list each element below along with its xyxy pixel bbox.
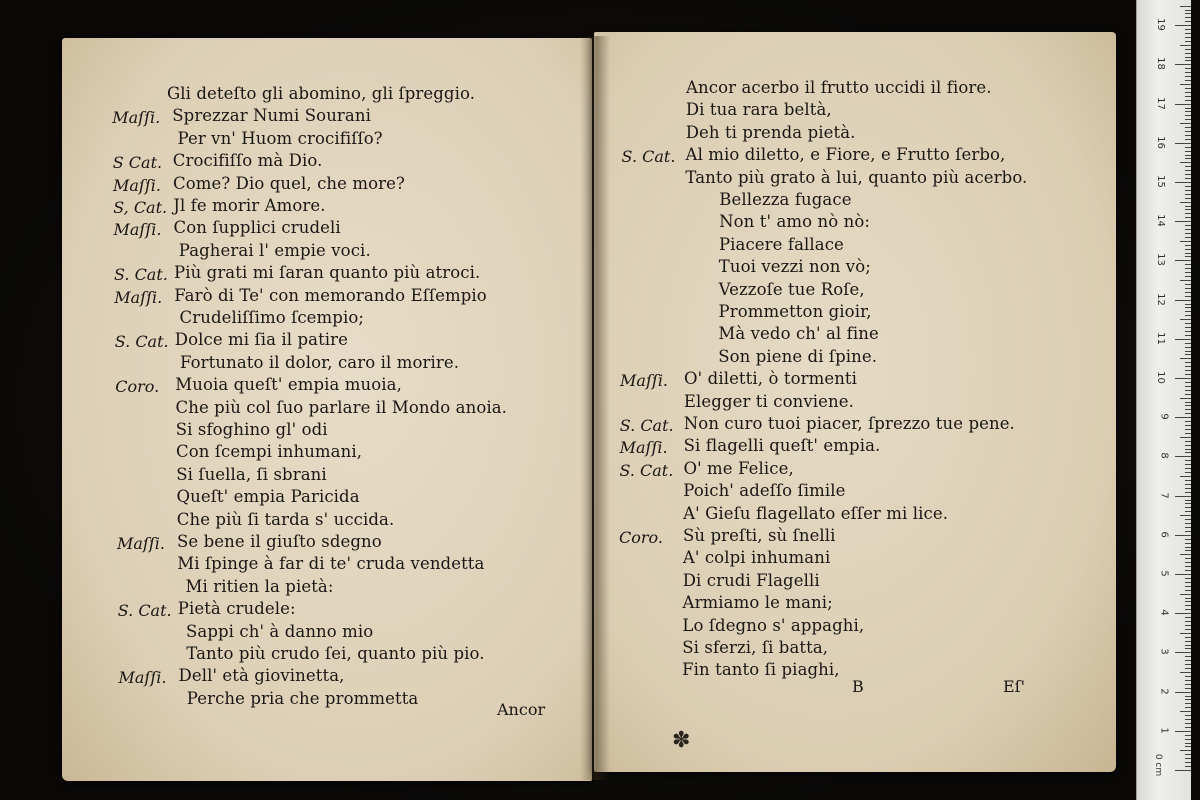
ruler-tick (1185, 33, 1191, 34)
ruler-tick (1185, 347, 1191, 348)
speaker-label: Coro. (619, 528, 663, 547)
ruler-number: 11 (1155, 331, 1167, 345)
ruler-tick (1185, 699, 1191, 700)
verse-line: Tanto più grato à lui, quanto più acerbo. (685, 167, 1028, 187)
ruler-tick (1185, 253, 1191, 254)
ruler-tick (1185, 115, 1191, 116)
ruler-tick (1185, 735, 1191, 736)
ruler-tick (1185, 307, 1191, 308)
verse-line: Queſt' empia Paricida (176, 487, 360, 507)
ruler-tick (1185, 601, 1191, 602)
verse-line: Crudeliſſimo ſcempio; (179, 308, 365, 327)
ruler-tick (1185, 562, 1191, 563)
ruler-tick (1185, 10, 1191, 11)
ruler-tick (1185, 292, 1191, 293)
ruler-number: 8 (1158, 452, 1170, 460)
ruler-tick (1175, 731, 1191, 732)
ruler-tick (1185, 578, 1191, 579)
ruler-tick (1185, 460, 1191, 461)
verse-line: Si sferzi, ſi batta, (682, 638, 829, 657)
ruler-tick (1185, 500, 1191, 501)
verse-line: Elegger ti conviene. (683, 391, 854, 411)
ruler-tick (1185, 343, 1191, 344)
ruler-number: 2 (1158, 687, 1170, 695)
ruler-tick (1185, 480, 1191, 481)
verse-line: Son piene di ſpine. (718, 346, 878, 366)
speaker-label: S. Cat. (619, 460, 674, 480)
ruler-number: 17 (1155, 96, 1167, 110)
verse-line: Jl fe morir Amore. (173, 196, 326, 215)
verse-line: Che più col ſuo parlare il Mondo anoia. (175, 397, 508, 417)
speaker-label: S. Cat. (114, 332, 169, 352)
ruler-tick (1175, 770, 1191, 771)
ruler-tick (1175, 652, 1191, 653)
ruler-tick (1185, 276, 1191, 277)
ruler-number: 4 (1158, 609, 1170, 616)
ruler-tick (1185, 680, 1191, 681)
ruler-tick (1185, 366, 1191, 367)
verse-line: Fortunato il dolor, caro il morire. (180, 352, 460, 372)
ruler-tick (1185, 746, 1191, 747)
ruler-tick (1185, 288, 1191, 289)
ruler-tick (1185, 166, 1191, 167)
ruler-tick (1185, 256, 1191, 257)
verse-line: Si ſuella, ſi sbrani (176, 464, 327, 484)
ruler-tick (1185, 362, 1191, 363)
verse-line: Con ſupplici crudeli (173, 218, 341, 238)
ruler-tick (1185, 519, 1191, 520)
ruler-tick (1185, 186, 1191, 187)
ruler-tick (1185, 723, 1191, 724)
ruler-tick (1185, 739, 1191, 740)
verse-line: Prommetton gioir, (718, 302, 872, 321)
ruler-tick (1185, 617, 1191, 618)
ruler-number: 15 (1155, 175, 1167, 188)
ruler-tick (1185, 609, 1191, 610)
ruler-tick (1175, 417, 1191, 418)
ruler-tick (1175, 182, 1191, 183)
ruler-tick (1185, 100, 1191, 101)
verse-line: Sù preſti, sù ſnelli (683, 526, 836, 545)
verse-line: Farò di Te' con memorando Eſſempio (174, 285, 487, 305)
ruler-tick (1180, 6, 1191, 7)
ruler-tick (1185, 49, 1191, 50)
ruler-tick (1185, 543, 1191, 544)
speaker-label: Maſſi. (118, 668, 167, 688)
verse-line: Mà vedo ch' al fine (718, 324, 879, 344)
ruler-tick (1175, 104, 1191, 105)
ruler-tick (1185, 264, 1191, 265)
verse-line: Come? Dio quel, che more? (173, 173, 405, 193)
ruler-tick (1185, 558, 1191, 559)
ruler-tick (1185, 127, 1191, 128)
verse-line: Di tua rara beltà, (685, 100, 832, 120)
ruler-tick (1185, 472, 1191, 473)
right-catchword: Eſ' (1003, 677, 1025, 696)
ruler-tick (1185, 445, 1191, 446)
speaker-label: Coro. (115, 377, 160, 397)
ruler-tick (1180, 476, 1191, 477)
ruler-tick (1185, 72, 1191, 73)
ruler-tick (1175, 692, 1191, 693)
ruler-tick (1175, 64, 1191, 65)
ruler-tick (1185, 21, 1191, 22)
speaker-label: Maſſi. (619, 438, 668, 458)
ruler-tick (1185, 354, 1191, 355)
ruler-tick (1185, 53, 1191, 54)
ruler-tick (1185, 409, 1191, 410)
verse-line: Lo ſdegno s' appaghi, (682, 615, 865, 635)
ruler-tick (1185, 523, 1191, 524)
ruler-tick (1185, 656, 1191, 657)
ruler-tick (1185, 703, 1191, 704)
ruler-tick (1185, 511, 1191, 512)
ruler-tick (1185, 335, 1191, 336)
ruler-tick (1185, 119, 1191, 120)
ruler-tick (1185, 206, 1191, 207)
ruler-tick (1175, 456, 1191, 457)
verse-line: O' me Felice, (683, 458, 794, 478)
ruler-tick (1185, 233, 1191, 234)
verse-line: Per vn' Huom crocifiſſo? (177, 128, 383, 148)
ruler-tick (1185, 586, 1191, 587)
ruler-tick (1185, 92, 1191, 93)
ruler-tick (1175, 613, 1191, 614)
ruler-tick (1185, 170, 1191, 171)
ruler-tick (1185, 696, 1191, 697)
ruler-tick (1185, 76, 1191, 77)
verse-line: Mi ſpinge à far di te' cruda vendetta (177, 554, 485, 574)
verse-line: Con ſcempi inhumani, (176, 442, 363, 462)
ruler-tick (1185, 315, 1191, 316)
speaker-label: S. Cat. (114, 265, 168, 285)
verse-line: Vezzoſe tue Roſe, (718, 279, 865, 299)
left-catchword: Ancor (497, 700, 546, 719)
ruler-tick (1185, 374, 1191, 375)
ruler-tick (1185, 13, 1191, 14)
ruler-number: 19 (1155, 18, 1167, 32)
verse-line: Dell' età giovinetta, (178, 666, 345, 686)
ruler-tick (1185, 370, 1191, 371)
ruler-tick (1175, 260, 1191, 261)
verse-line: Più grati mi ſaran quanto più atroci. (174, 263, 481, 283)
ruler-tick (1185, 421, 1191, 422)
ruler-tick (1185, 413, 1191, 414)
ruler-tick (1185, 225, 1191, 226)
verse-line: Al mio diletto, e Fiore, e Frutto ſerbo, (685, 145, 1006, 165)
verse-line: Tuoi vezzi non vò; (718, 257, 871, 277)
ruler-tick (1185, 268, 1191, 269)
ruler-tick (1185, 660, 1191, 661)
ruler-number: 9 (1158, 413, 1170, 420)
ruler-tick (1185, 715, 1191, 716)
ruler-tick (1180, 437, 1191, 438)
ruler-tick (1185, 488, 1191, 489)
speaker-label: S Cat. (112, 153, 163, 173)
right-page (594, 32, 1116, 772)
ruler-tick (1180, 711, 1191, 712)
ruler-number: 1 (1158, 727, 1170, 734)
verse-line: Si sfoghino gl' odi (175, 420, 328, 439)
ruler-tick (1185, 570, 1191, 571)
ruler-tick (1185, 625, 1191, 626)
ruler-tick (1185, 402, 1191, 403)
ruler-tick (1185, 213, 1191, 214)
verse-line: Non t' amo nò nò: (719, 212, 871, 232)
ruler-tick (1185, 151, 1191, 152)
speaker-label: Maſſi. (114, 287, 163, 307)
ruler-tick (1185, 229, 1191, 230)
ruler-tick (1185, 648, 1191, 649)
speaker-label: S. Cat. (621, 147, 676, 167)
ruler-tick (1185, 539, 1191, 540)
ruler-tick (1185, 68, 1191, 69)
verse-line: Di crudi Flagelli (682, 570, 820, 590)
ruler-tick (1185, 386, 1191, 387)
ruler-tick (1185, 311, 1191, 312)
verse-line: Muoia queſt' empia muoia, (175, 375, 402, 395)
ruler-tick (1185, 323, 1191, 324)
ruler-tick (1185, 492, 1191, 493)
ruler-tick (1185, 668, 1191, 669)
ruler-tick (1180, 202, 1191, 203)
ruler-tick (1185, 429, 1191, 430)
verse-line: Poich' adeſſo ſimile (683, 481, 846, 501)
ruler-tick (1180, 280, 1191, 281)
ruler-tick (1180, 633, 1191, 634)
ruler-tick (1185, 147, 1191, 148)
verse-line: Si flagelli queſt' empia. (683, 436, 881, 456)
speaker-label: Maſſi. (113, 175, 161, 195)
verse-line: Gli deteſto gli abomino, gli ſpreggio. (167, 84, 476, 103)
ruler-tick (1185, 272, 1191, 273)
verse-line: Sprezzar Numi Sourani (172, 106, 371, 126)
ruler-tick (1185, 17, 1191, 18)
ruler-tick (1185, 707, 1191, 708)
verse-line: Armiamo le mani; (682, 593, 833, 613)
ruler-tick (1180, 123, 1191, 124)
ruler-tick (1180, 45, 1191, 46)
ruler-tick (1185, 108, 1191, 109)
ruler-number: 12 (1155, 292, 1167, 306)
ruler-tick (1185, 394, 1191, 395)
ruler-tick (1185, 621, 1191, 622)
ruler-tick (1180, 515, 1191, 516)
ruler-tick (1185, 245, 1191, 246)
ruler-tick (1185, 727, 1191, 728)
right-signature-mark: B (852, 677, 864, 696)
ruler-tick (1185, 174, 1191, 175)
ruler-number: 18 (1155, 57, 1167, 71)
ruler-tick (1185, 178, 1191, 179)
ruler-tick (1185, 664, 1191, 665)
measurement-ruler (1136, 0, 1191, 800)
ruler-tick (1185, 688, 1191, 689)
ruler-tick (1185, 194, 1191, 195)
ruler-tick (1185, 449, 1191, 450)
ruler-tick (1185, 382, 1191, 383)
verse-line: Pagherai l' empie voci. (178, 240, 371, 260)
ruler-tick (1185, 158, 1191, 159)
ruler-tick (1185, 605, 1191, 606)
ruler-tick (1180, 358, 1191, 359)
ruler-tick (1185, 547, 1191, 548)
ruler-tick (1185, 296, 1191, 297)
ruler-tick (1185, 304, 1191, 305)
ruler-tick (1185, 131, 1191, 132)
ruler-tick (1185, 582, 1191, 583)
ruler-tick (1185, 464, 1191, 465)
ruler-tick (1185, 135, 1191, 136)
ruler-tick (1185, 507, 1191, 508)
ruler-tick (1185, 405, 1191, 406)
ruler-tick (1185, 41, 1191, 42)
verse-line: Mi ritien la pietà: (185, 576, 334, 596)
ruler-tick (1185, 641, 1191, 642)
ruler-tick (1185, 37, 1191, 38)
ruler-number: 6 (1158, 531, 1170, 538)
ruler-tick (1185, 762, 1191, 763)
speaker-label: Maſſi. (620, 371, 669, 391)
book-gutter (580, 36, 610, 780)
verse-line: Deh ti prenda pietà. (685, 122, 856, 142)
ruler-tick (1185, 550, 1191, 551)
verse-line: Perche pria che prommetta (186, 688, 419, 708)
speaker-label: Maſſi. (117, 534, 165, 553)
ruler-tick (1175, 25, 1191, 26)
verse-line: Non curo tuoi piacer, ſprezzo tue pene. (683, 414, 1015, 433)
ruler-tick (1185, 217, 1191, 218)
verse-line: Sappi ch' à danno mio (186, 621, 374, 641)
ruler-number: 13 (1155, 253, 1167, 267)
ruler-number: 3 (1158, 648, 1170, 656)
ruler-tick (1180, 84, 1191, 85)
speaker-label: Maſſi. (112, 108, 161, 128)
ruler-tick (1175, 378, 1191, 379)
ruler-tick (1185, 237, 1191, 238)
ruler-tick (1185, 766, 1191, 767)
ruler-tick (1185, 96, 1191, 97)
ruler-tick (1185, 452, 1191, 453)
ruler-tick (1185, 598, 1191, 599)
verse-line: Piacere fallace (718, 234, 844, 254)
ruler-tick (1185, 351, 1191, 352)
ruler-tick (1185, 390, 1191, 391)
ruler-tick (1185, 155, 1191, 156)
ruler-tick (1175, 496, 1191, 497)
speaker-label: S. Cat. (619, 416, 674, 435)
verse-line: O' diletti, ò tormenti (684, 369, 858, 389)
ruler-tick (1180, 162, 1191, 163)
verse-line: A' colpi inhumani (682, 548, 831, 568)
ruler-tick (1185, 468, 1191, 469)
ruler-tick (1185, 719, 1191, 720)
ruler-tick (1185, 80, 1191, 81)
ruler-tick (1185, 758, 1191, 759)
verse-line: Se bene il giuſto sdegno (177, 532, 382, 551)
ruler-tick (1185, 441, 1191, 442)
ruler-tick (1185, 433, 1191, 434)
verse-line: Crocifiſſo mà Dio. (172, 151, 323, 171)
ruler-unit-label: 0 cm (1152, 753, 1163, 777)
ruler-tick (1185, 645, 1191, 646)
ruler-tick (1185, 676, 1191, 677)
ruler-tick (1185, 527, 1191, 528)
ruler-number: 16 (1155, 135, 1167, 149)
ruler-tick (1185, 590, 1191, 591)
ruler-tick (1185, 754, 1191, 755)
ruler-number: 10 (1155, 371, 1167, 384)
ruler-number: 14 (1155, 214, 1167, 228)
ruler-tick (1185, 566, 1191, 567)
verse-line: Bellezza fugace (719, 190, 852, 209)
ruler-tick (1185, 60, 1191, 61)
ruler-tick (1185, 198, 1191, 199)
ink-blot-ornament: ✽ (672, 728, 691, 753)
verse-line: Pietà crudele: (177, 599, 296, 619)
ruler-tick (1185, 209, 1191, 210)
ruler-tick (1185, 139, 1191, 140)
ruler-tick (1180, 672, 1191, 673)
ruler-tick (1185, 327, 1191, 328)
ruler-tick (1185, 29, 1191, 30)
ruler-tick (1175, 221, 1191, 222)
speaker-label: S, Cat. (113, 198, 168, 217)
ruler-tick (1175, 535, 1191, 536)
verse-line: Fin tanto ſi piaghi, (682, 660, 840, 680)
ruler-tick (1185, 684, 1191, 685)
ruler-tick (1180, 594, 1191, 595)
ruler-tick (1185, 249, 1191, 250)
ruler-tick (1180, 554, 1191, 555)
ruler-tick (1185, 190, 1191, 191)
ruler-tick (1185, 629, 1191, 630)
ruler-tick (1185, 284, 1191, 285)
ruler-tick (1185, 637, 1191, 638)
ruler-tick (1180, 319, 1191, 320)
ruler-tick (1185, 111, 1191, 112)
verse-line: Che più ſi tarda s' uccida. (176, 509, 395, 529)
verse-line: Tanto più crudo ſei, quanto più pio. (186, 644, 485, 663)
ruler-tick (1185, 331, 1191, 332)
ruler-tick (1185, 484, 1191, 485)
ruler-tick (1185, 425, 1191, 426)
ruler-tick (1180, 398, 1191, 399)
ruler-tick (1185, 88, 1191, 89)
ruler-tick (1175, 574, 1191, 575)
verse-line: Ancor acerbo il frutto uccidi il fiore. (686, 78, 992, 97)
ruler-tick (1185, 503, 1191, 504)
ruler-number: 7 (1158, 491, 1170, 499)
speaker-label: Maſſi. (113, 220, 162, 240)
ruler-tick (1185, 743, 1191, 744)
ruler-tick (1175, 143, 1191, 144)
ruler-tick (1185, 57, 1191, 58)
ruler-tick (1180, 750, 1191, 751)
ruler-tick (1180, 241, 1191, 242)
ruler-tick (1185, 531, 1191, 532)
ruler-tick (1175, 300, 1191, 301)
ruler-tick (1175, 339, 1191, 340)
ruler-number: 5 (1158, 570, 1170, 577)
verse-line: Dolce mi ſia il patire (174, 330, 349, 350)
verse-line: A' Gieſu flagellato eſſer mi lice. (683, 503, 949, 523)
speaker-label: S. Cat. (117, 601, 172, 621)
